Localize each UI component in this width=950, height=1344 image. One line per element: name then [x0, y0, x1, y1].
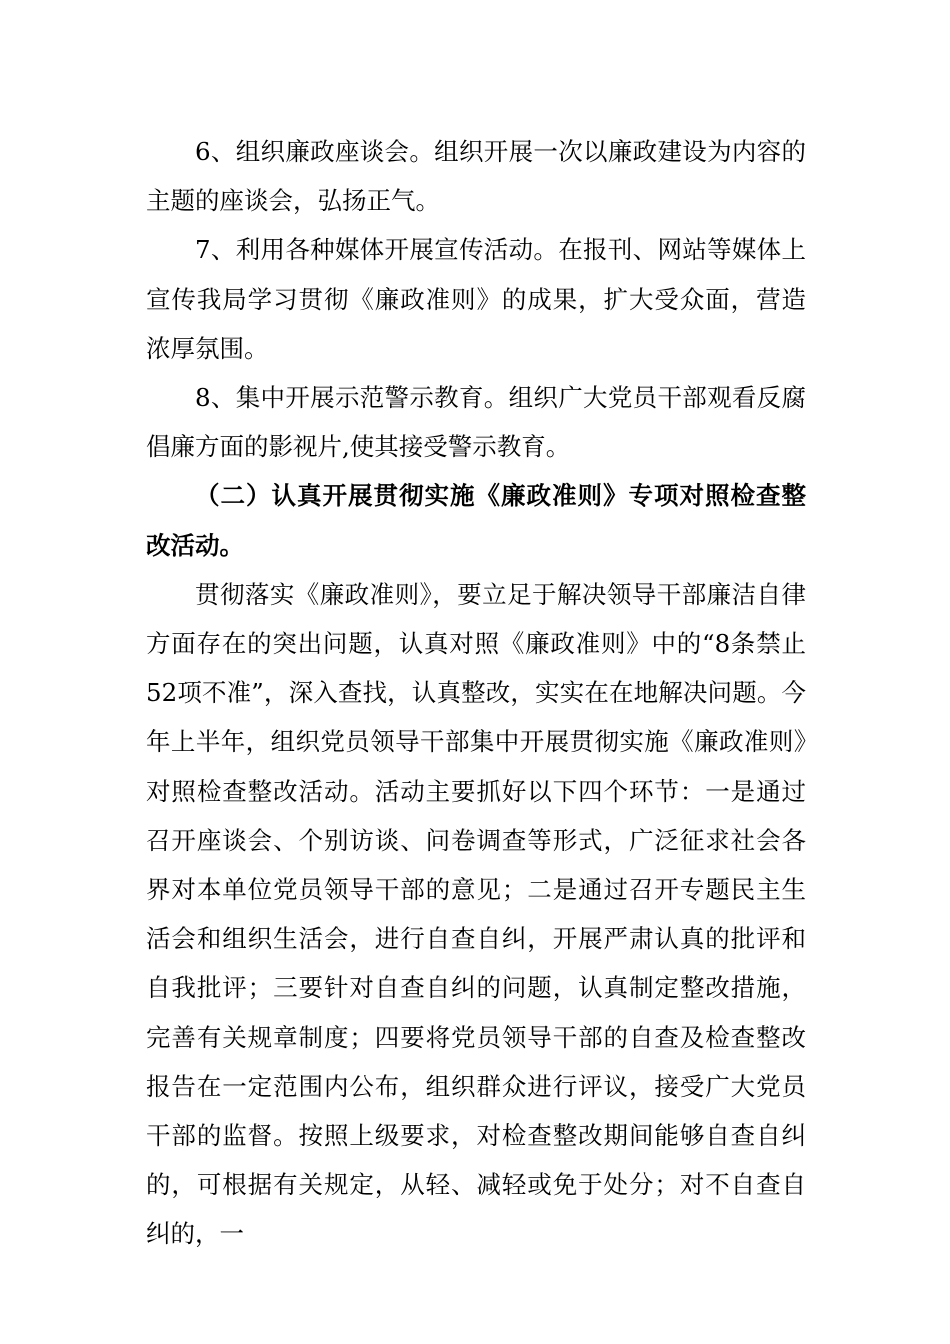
list-item-6: 6、组织廉政座谈会。组织开展一次以廉政建设为内容的主题的座谈会，弘扬正气。: [146, 137, 806, 216]
list-item-8: 8、集中开展示范警示教育。组织广大党员干部观看反腐倡廉方面的影视片,使其接受警示教育。: [146, 383, 806, 462]
section-heading: （二）认真开展贯彻实施《廉政准则》专项对照检查整改活动。: [146, 481, 806, 560]
list-item-7: 7、利用各种媒体开展宣传活动。在报刊、网站等媒体上宣传我局学习贯彻《廉政准则》的成果，扩大受众面，营造浓厚氛围。: [146, 235, 806, 363]
document-page: [146, 127, 806, 1259]
body-paragraph: 贯彻落实《廉政准则》，要立足于解决领导干部廉洁自律方面存在的突出问题，认真对照《廉政准则》中的“8条禁止52项不准”，深入查找，认真整改，实实在在地解决问题。今年上半年，组织党员领导干部集中开展贯彻实施《廉政准则》对照检查整改活动。活动主要抓好以下四个环节：一是通过召开座谈会、个别访谈、问卷调查等形式，广泛征求社会各界对本单位党员领导干部的意见；二是通过召开专题民主生活会和组织生活会，进行自查自纠，开展严肃认真的批评和自我批评；三要针对自查自纠的问题，认真制定整改措施，完善有关规章制度；四要将党员领导干部的自查及检查整改报告在一定范围内公布，组织群众进行评议，接受广大党员干部的监督。按照上级要求，对检查整改期间能够自查自纠的，可根据有关规定，从轻、减轻或免于处分；对不自查自纠的，一: [146, 579, 806, 1249]
